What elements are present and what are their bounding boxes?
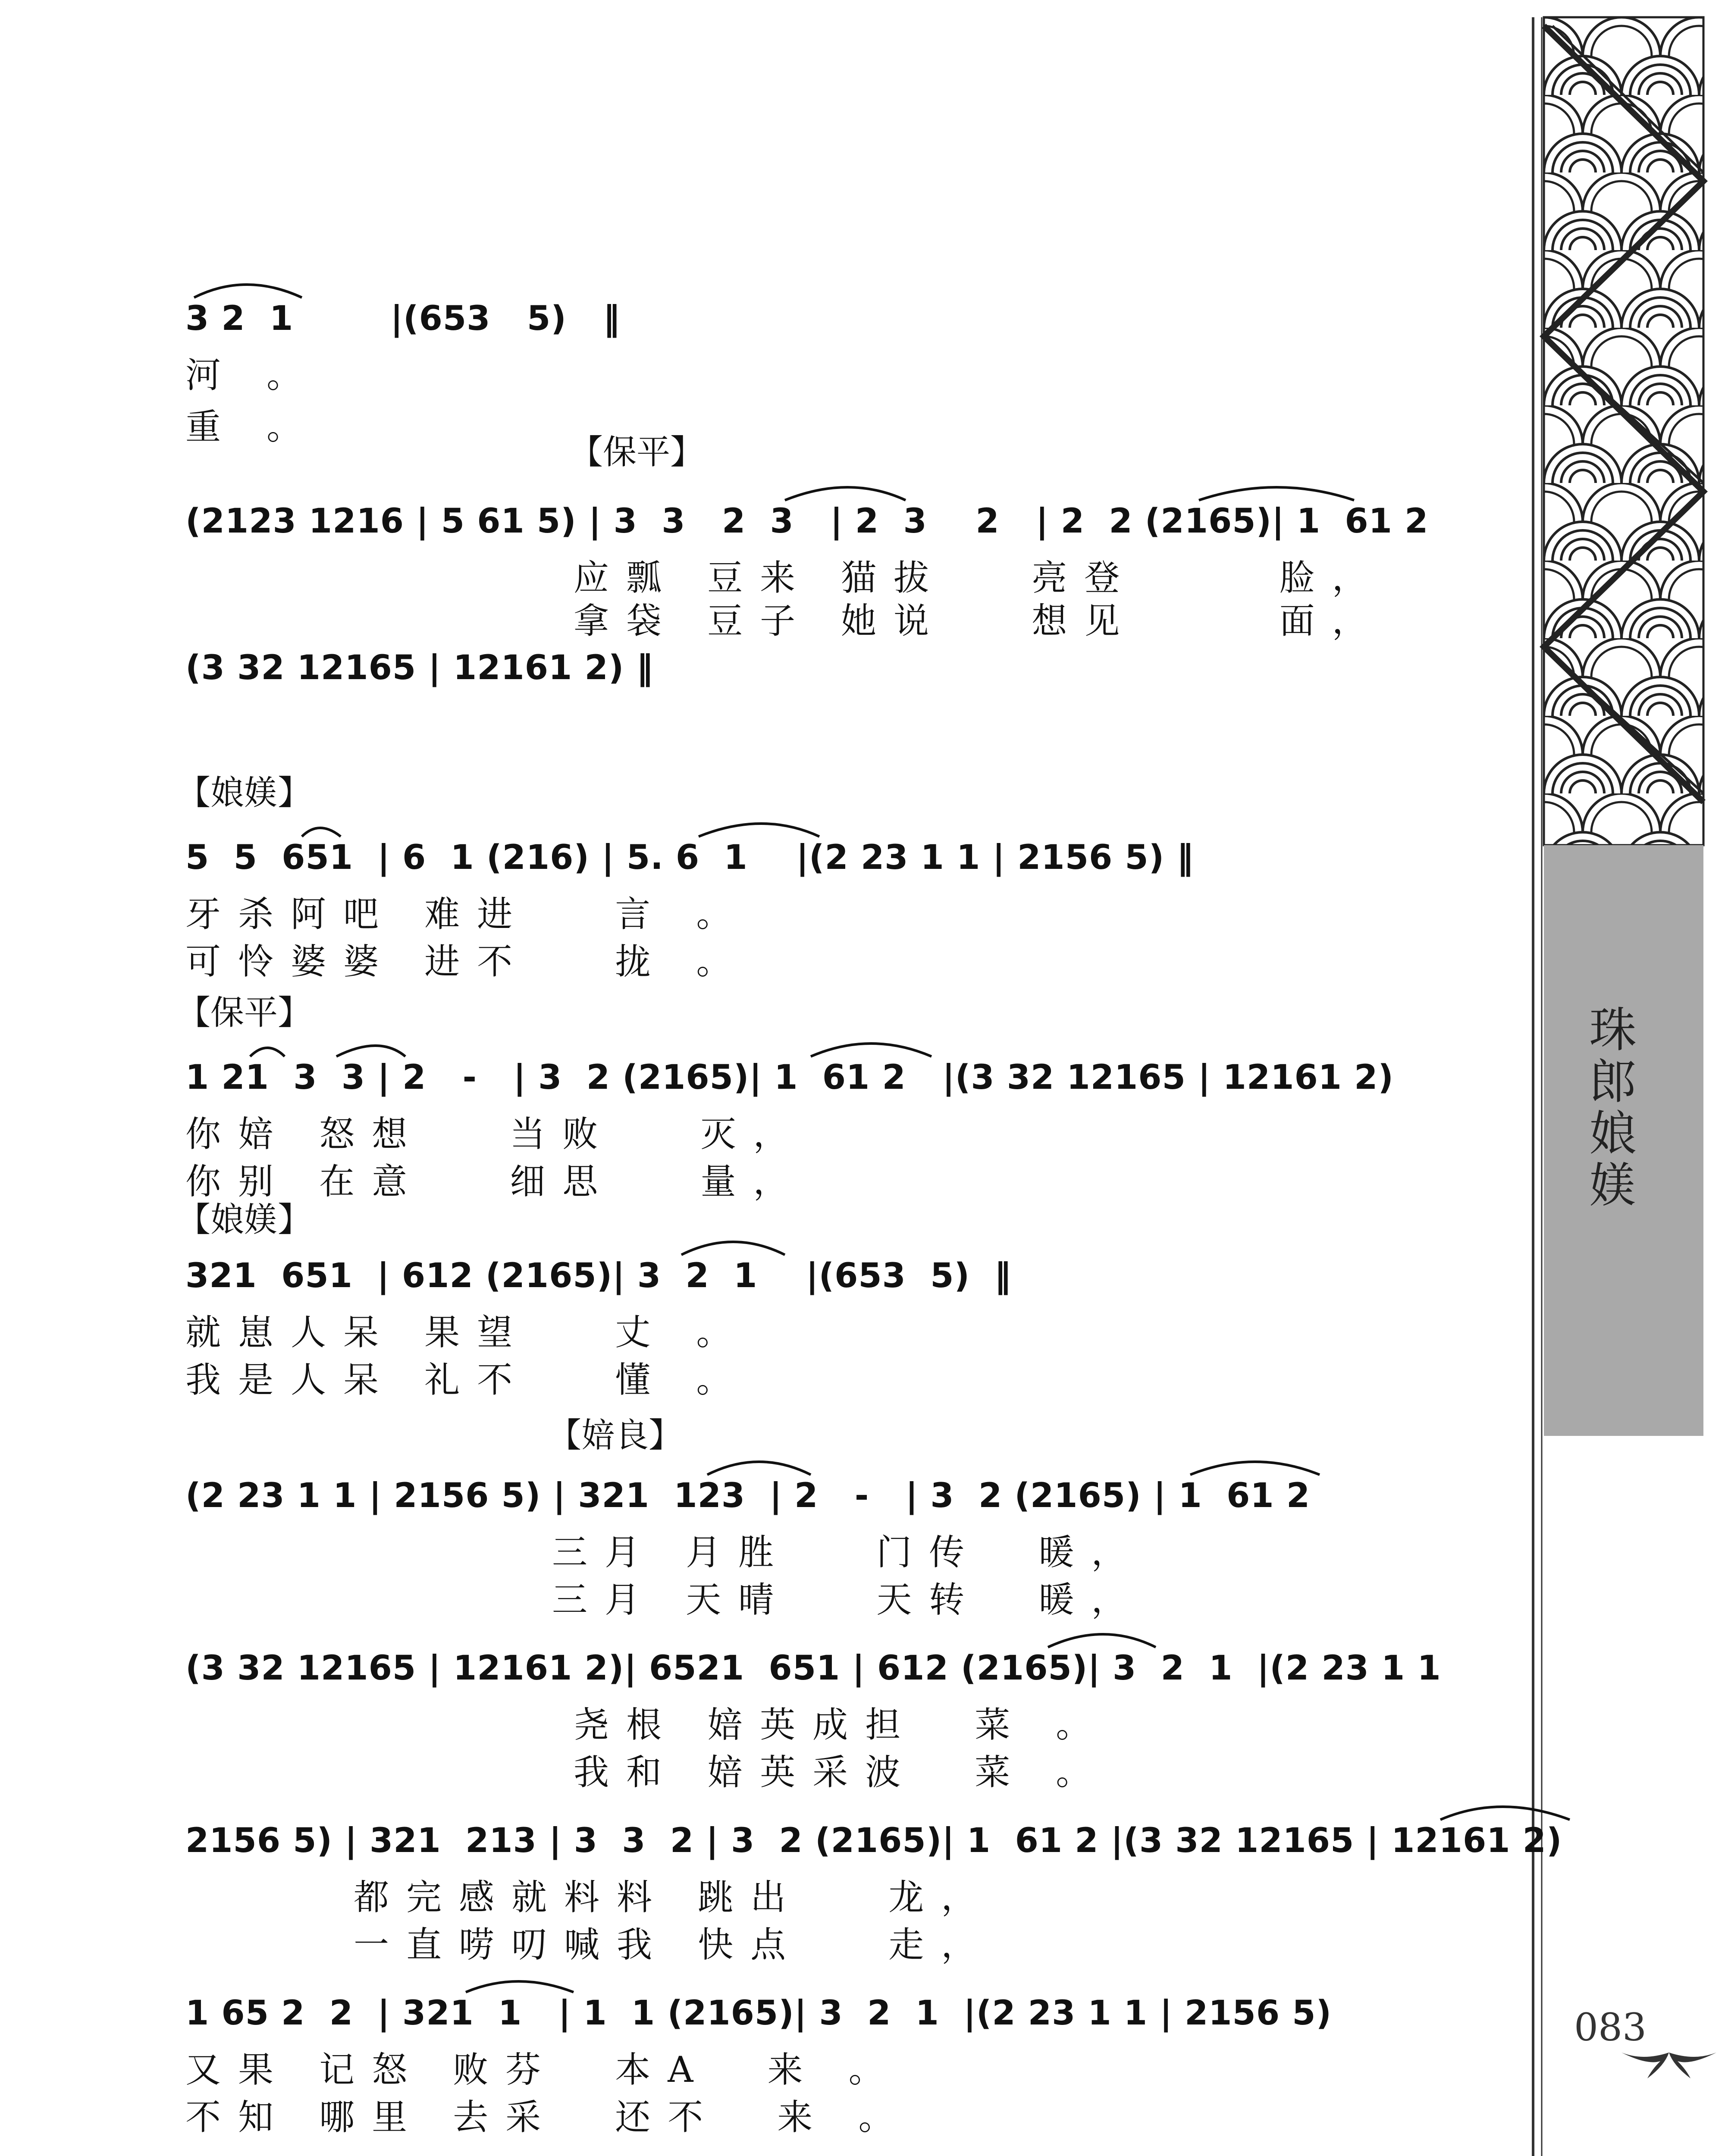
notation-line: 3 2 1 |(653 5) ‖ [185,299,621,338]
role-tag: 【保平】 [177,993,312,1032]
notation-line: 1 21 3 3 | 2 - | 3 2 (2165)| 1 61 2 |(3 32 12165 | 12161 2) [185,1058,1394,1097]
role-tag: 【婄良】 [548,1416,683,1455]
lyric-line: 应瓢 豆来 猫拔 亮登 脸， [574,558,1385,599]
lyric-line: 就崽人呆 果望 丈 。 [185,1312,749,1353]
lyric-line: 你别 在意 细思 量， [185,1161,806,1202]
role-tag: 【娘媄】 [177,774,312,812]
notation-line: (2123 1216 | 5 61 5) | 3 3 2 3 | 2 3 2 | 2 2 (2165)| 1 61 2 [185,502,1429,541]
lyric-line: 重 。 [185,407,320,448]
notation-line: (2 23 1 1 | 2156 5) | 321 123 | 2 - | 3 2 (2165) | 1 61 2 [185,1476,1311,1515]
chapter-title: 珠郎娘媄 [1581,1005,1637,1212]
lyric-line: 三月 天晴 天转 暖， [552,1579,1144,1620]
lyric-line: 你婄 怒想 当败 灭， [185,1114,806,1155]
lyric-line: 都完感就料料 跳出 龙， [354,1877,994,1918]
lyric-line: 我是人呆 礼不 懂 。 [185,1360,749,1401]
notation-line: (3 32 12165 | 12161 2)| 6521 651 | 612 (2165)| 3 2 1 |(2 23 1 1 [185,1649,1441,1688]
notation-line: 1 65 2 2 | 321 1 | 1 1 (2165)| 3 2 1 |(2 23 1 1 | 2156 5) [185,1994,1332,2033]
lyric-line: 不知 哪里 去采 还不 来 。 [185,2097,911,2138]
lyric-line: 又果 记怒 败芬 本A 来 。 [185,2049,901,2090]
lyric-line: 我和 婄英采波 菜 。 [574,1752,1109,1793]
role-tag: 【娘媄】 [177,1200,312,1239]
notation-line: 5 5 651 | 6 1 (216) | 5. 6 1 |(2 23 1 1 | 2156 5) ‖ [185,838,1194,877]
lyric-line: 一直唠叨喊我 快点 走， [354,1924,994,1965]
notation-line: (3 32 12165 | 12161 2) ‖ [185,649,654,687]
lyric-line: 河 。 [185,355,320,396]
page-number: 083 [1574,2005,1647,2049]
lyric-line: 可怜婆婆 进不 拢 。 [185,941,749,982]
notation-line: 321 651 | 612 (2165)| 3 2 1 |(653 5) ‖ [185,1257,1012,1295]
role-tag: 【保平】 [569,433,704,472]
lyric-line: 拿袋 豆子 她说 想见 面， [574,601,1385,642]
lyric-line: 尧根 婄英成担 菜 。 [574,1705,1109,1745]
notation-line: 2156 5) | 321 213 | 3 3 2 | 3 2 (2165)| 1 61 2 |(3 32 12165 | 12161 2) [185,1821,1562,1860]
lyric-line: 三月 月胜 门传 暖， [552,1532,1144,1573]
lyric-line: 牙杀阿吧 难进 言 。 [185,894,749,935]
